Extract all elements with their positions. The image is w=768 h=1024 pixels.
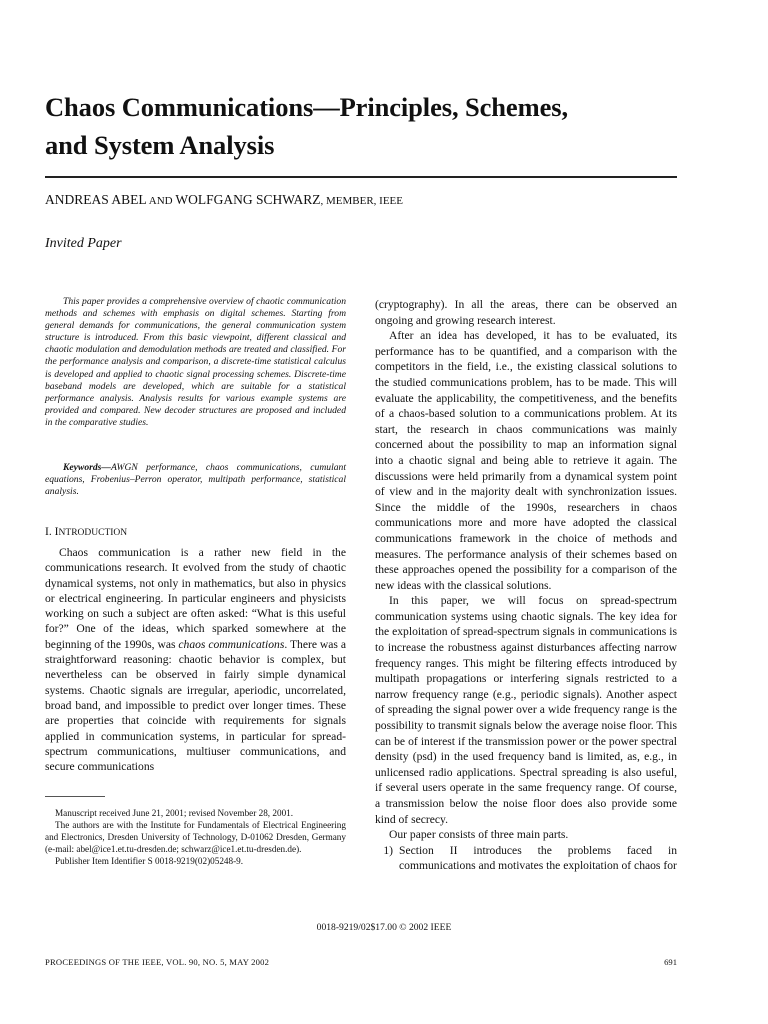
keywords-label: Keywords— <box>63 462 111 473</box>
footnote-manuscript: Manuscript received June 21, 2001; revised November 28, 2001. <box>55 808 294 818</box>
footnote-affiliation: The authors are with the Institute for Fundamentals of Electrical Engineering and Electronics, Dresden University of Technology, D-01062 Dresden, Germany (e-mail: abel@ice1.et.tu-dresden.de; schwarz@ice1.et.tu-dresden.de). <box>45 819 346 854</box>
footnotes <box>45 808 346 868</box>
intro-text-2: . There was a straightforward reasoning: chaotic behavior is complex, but nevertheless can be observed in fairly simple dynamical systems. Chaotic signals are irregular, aperiodic, uncorrelated, broad band, and impossible to predict over longer times. These are properties that coincide with requirements for signals applied in communication systems, in particular for spread-spectrum communications, multiuser communications, and secure communications <box>45 637 346 774</box>
section-first-letter: I <box>54 525 59 538</box>
right-paragraph-4: Our paper consists of three main parts. <box>389 828 569 842</box>
title-line-2: and System Analysis <box>45 130 275 160</box>
footnote-rule <box>45 796 105 797</box>
author-2: WOLFGANG SCHWARZ <box>175 192 321 207</box>
title-line-1: Chaos Communications—Principles, Schemes, <box>45 92 568 122</box>
right-paragraph-3: In this paper, we will focus on spread-spectrum communication systems using chaotic signals. The key idea for the exploitation of spread-spectrum signals in communications is to increase the robustness against disturbances affecting narrow frequency ranges. This might be filtering effects introduced by multipath propagations or interfering signals restricted to a narrow frequency range (e.g., periodic signals). Another aspect of spreading the signal power over a wide frequency range is the possibility to transmit signals below the average noise floor. This can be of interest if the transmission power or the power spectral density (psd) in the used frequency band is limited, as, e.g., in unlicensed radio applications. Spectral spreading is also useful, if several users operate in the same frequency range. Of course, a transmission below the noise floor does also provide some kind of secrecy. <box>375 594 677 826</box>
intro-text-1: Chaos communication is a rather new field in the communications research. It evolved from the study of chaotic dynamical systems, not only in mathematics, but also in physics or electrical engineering. In particular engineers and physicists working on such a subject are often asked: “What is this useful for?” One of the ideas, which sparked somewhere at the beginning of the 1990s, was <box>45 546 346 651</box>
abstract: This paper provides a comprehensive overview of chaotic communication methods and schemes with emphasis on digital schemes. Starting from general demands for communications, the general communication system structure is introduced. From this basic viewpoint, different classical and chaotic modulation and demodulation methods are treated and classified. For the performance analysis and comparison, a discrete-time statistical calculus is developed and applied to chaotic signal processing schemes. Discrete-time baseband models are developed, which are suitable for a statistical performance analysis. Analysis results for various example systems are provided and compared. New decoder structures are proposed and included in the comparative studies. <box>45 296 346 428</box>
introduction-paragraph <box>45 545 346 774</box>
list-item-number: 1) <box>383 843 393 857</box>
list-item <box>375 843 677 874</box>
intro-emphasis: chaos communications <box>178 637 285 651</box>
section-rest: NTRODUCTION <box>58 528 128 538</box>
right-continuation: (cryptography). In all the areas, there can be observed an ongoing and growing research interest. <box>375 298 677 327</box>
author-conjunction: AND <box>146 195 176 207</box>
right-paragraph-2: After an idea has developed, it has to be evaluated, its performance has to be quantified, and a comparison with the competitors in the field, i.e., the existing classical solutions to the studied communications problem, has to be made. This will evaluate the applicability, the competitiveness, and the benefits of a chaos-based solution to a communications problem. At its start, the research in chaos communications was mainly concerned about the possibility to map an information signal into a chaotic signal and being able to retrieve it again. The discussions were held primarily from a dynamical system point of view and in the majority dealt with synchronization issues. Since the middle of the 1990s, researchers in chaos communications more and more have adopted the classical communications framework in the choice of methods and measures. The performance analysis of their schemes based on these approaches opened the possibility for a comparison of the new ideas with the classical solutions. <box>375 329 677 592</box>
keywords-text: AWGN performance, chaos communications, cumulant equations, Frobenius–Perron operator, multipath performance, statistical analysis. <box>45 462 346 498</box>
section-number: I. <box>45 525 55 538</box>
paper-title <box>45 88 705 164</box>
author-line <box>45 192 403 208</box>
footnote-identifier: Publisher Item Identifier S 0018-9219(02)05248-9. <box>55 855 244 866</box>
invited-paper-label: Invited Paper <box>45 236 122 251</box>
section-heading <box>45 525 346 538</box>
author-affiliation-note: , MEMBER, IEEE <box>320 195 403 207</box>
copyright-line: 0018-9219/02$17.00 © 2002 IEEE <box>316 922 452 933</box>
list-item-text: Section II introduces the problems faced in communications and motivates the exploitation of chaos for <box>399 843 677 873</box>
keywords <box>45 462 346 498</box>
journal-footer: PROCEEDINGS OF THE IEEE, VOL. 90, NO. 5, MAY 2002 <box>45 957 270 967</box>
page-number: 691 <box>664 957 677 967</box>
title-rule <box>45 176 677 178</box>
author-1: ANDREAS ABEL <box>45 192 147 207</box>
right-column <box>375 297 677 874</box>
